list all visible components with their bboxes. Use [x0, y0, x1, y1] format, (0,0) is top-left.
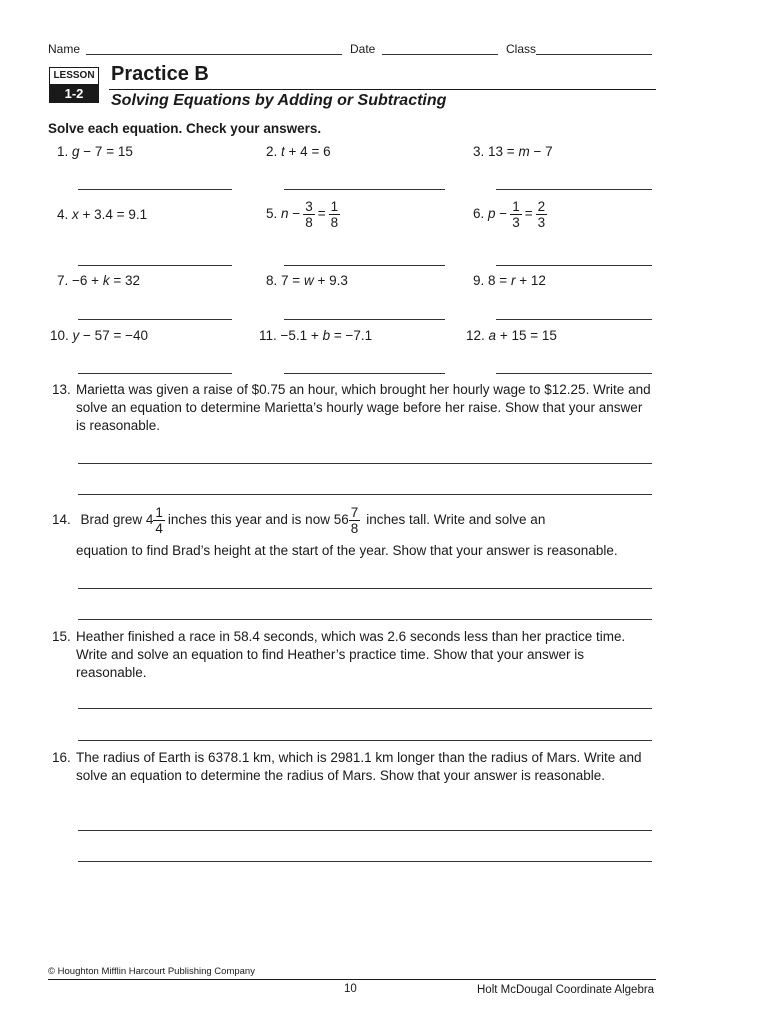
instructions: Solve each equation. Check your answers.	[48, 121, 322, 136]
date-field[interactable]	[382, 54, 498, 55]
problem-number: 3.	[473, 144, 485, 159]
answer-line-16a[interactable]	[78, 830, 652, 831]
problem-1: 1. g − 7 = 15	[57, 144, 133, 159]
problem-number: 15.	[52, 629, 71, 644]
book-title: Holt McDougal Coordinate Algebra	[477, 984, 655, 996]
answer-line-8[interactable]	[284, 319, 445, 320]
problem-8: 8. 7 = w + 9.3	[266, 273, 348, 288]
copyright: © Houghton Mifflin Harcourt Publishing Company	[48, 966, 255, 977]
class-label: Class	[506, 42, 537, 56]
name-field[interactable]	[86, 54, 342, 55]
word-problem-14: 14. Brad grew 4 $\frac{1}{4}$ inches this year and is now 56 $\frac{7}{8}$ inches tall. Write and solve an	[52, 505, 546, 536]
answer-line-9[interactable]	[496, 319, 652, 320]
problem-number: 9.	[473, 273, 485, 288]
problem-number: 1.	[57, 144, 69, 159]
date-label: Date	[350, 42, 376, 56]
answer-line-6[interactable]	[496, 265, 652, 266]
page-subtitle: Solving Equations by Adding or Subtracting	[111, 92, 447, 109]
problem-number: 2.	[266, 144, 278, 159]
problem-text: Heather finished a race in 58.4 seconds, which was 2.6 seconds less than her practice time. Write and solve an equation to find Heather’s practice time. Show that your answer is reasonable.	[76, 629, 626, 680]
problem-10: 10. y − 57 = −40	[50, 328, 148, 343]
problem-3: 3. 13 = m − 7	[473, 144, 553, 159]
problem-11: 11. −5.1 + b = −7.1	[259, 328, 373, 343]
problem-number: 8.	[266, 273, 278, 288]
answer-line-16b[interactable]	[78, 861, 652, 862]
answer-line-13a[interactable]	[78, 463, 652, 464]
problem-number: 11.	[259, 328, 277, 343]
problem-text: Marietta was given a raise of $0.75 an hour, which brought her hourly wage to $12.25. Write and solve an equation to determine Marietta’s hourly wage before her raise. Show that your answer is reasonable.	[76, 382, 651, 433]
problem-number: 5.	[266, 206, 278, 222]
answer-line-3[interactable]	[496, 189, 652, 190]
answer-line-12[interactable]	[496, 373, 652, 374]
word-problem-13	[52, 381, 652, 435]
problem-number: 7.	[57, 273, 69, 288]
word-problem-16	[52, 749, 652, 785]
problem-number: 4.	[57, 207, 69, 222]
problem-number: 13.	[52, 382, 71, 397]
lesson-number: 1-2	[49, 85, 99, 103]
problem-number: 16.	[52, 750, 71, 765]
answer-line-11[interactable]	[284, 373, 445, 374]
problem-number: 6.	[473, 206, 485, 222]
problem-5: 5. n − $\frac{3}{8}$ = $\frac{1}{8}$	[266, 199, 339, 230]
title-rule	[109, 89, 656, 90]
problem-12: 12. a + 15 = 15	[466, 328, 557, 343]
answer-line-7[interactable]	[78, 319, 232, 320]
answer-line-10[interactable]	[78, 373, 232, 374]
word-problem-15	[52, 628, 652, 682]
answer-line-4[interactable]	[78, 265, 232, 266]
name-label: Name	[48, 42, 81, 56]
page-title: Practice B	[111, 63, 209, 85]
problem-text: The radius of Earth is 6378.1 km, which is 2981.1 km longer than the radius of Mars. Write and solve an equation to determine the radius of Mars. Show that your answer is reasonable.	[76, 750, 642, 783]
answer-line-5[interactable]	[284, 265, 445, 266]
answer-line-13b[interactable]	[78, 494, 652, 495]
problem-text-line2: equation to find Brad’s height at the start of the year. Show that your answer is reasonable.	[76, 543, 618, 558]
answer-line-15b[interactable]	[78, 740, 652, 741]
problem-6: 6. p − $\frac{1}{3}$ = $\frac{2}{3}$	[473, 199, 546, 230]
problem-2: 2. t + 4 = 6	[266, 144, 331, 159]
problem-number: 10.	[50, 328, 69, 343]
page-number: 10	[344, 983, 357, 995]
answer-line-14b[interactable]	[78, 619, 652, 620]
problem-number: 14.	[52, 512, 71, 528]
lesson-tag: LESSON	[49, 67, 99, 85]
answer-line-2[interactable]	[284, 189, 445, 190]
footer-rule	[48, 979, 656, 980]
answer-line-14a[interactable]	[78, 588, 652, 589]
problem-7: 7. −6 + k = 32	[57, 273, 140, 288]
class-field[interactable]	[536, 54, 652, 55]
problem-9: 9. 8 = r + 12	[473, 273, 546, 288]
answer-line-15a[interactable]	[78, 708, 652, 709]
problem-number: 12.	[466, 328, 485, 343]
problem-4: 4. x + 3.4 = 9.1	[57, 207, 148, 222]
answer-line-1[interactable]	[78, 189, 232, 190]
